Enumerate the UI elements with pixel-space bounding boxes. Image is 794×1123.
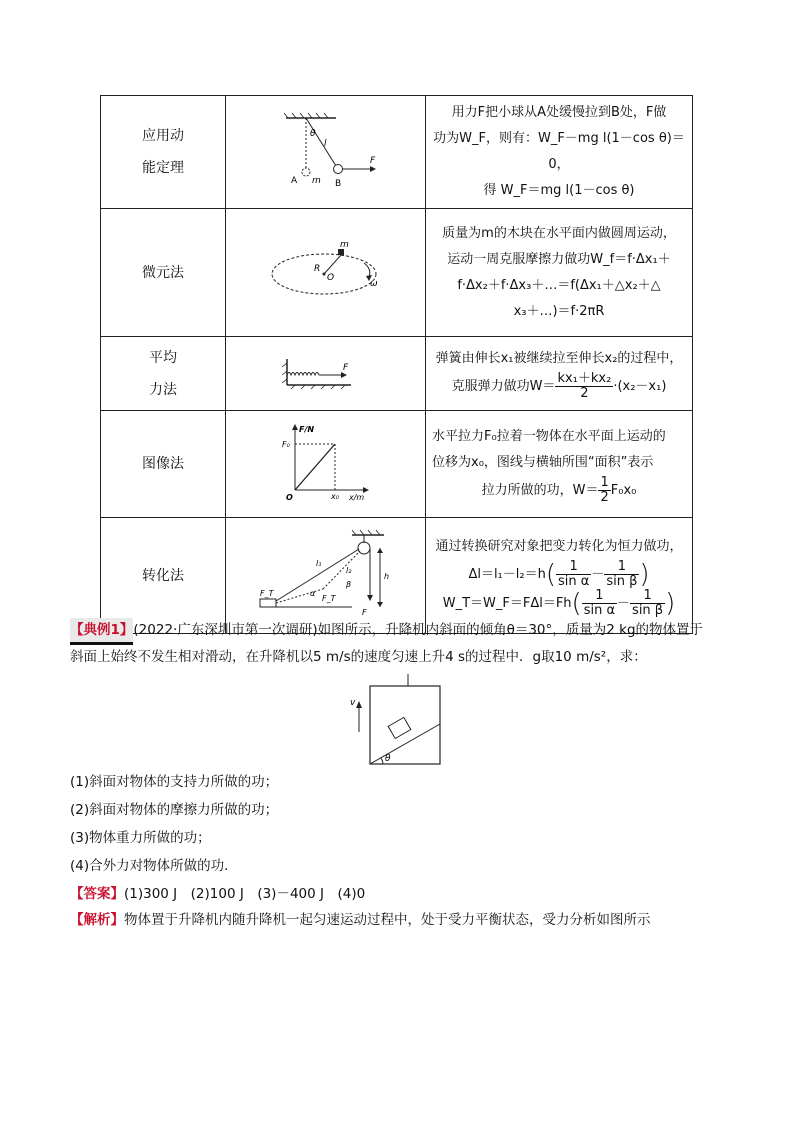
description-line: 用力F把小球从A处缓慢拉到B处，F做 xyxy=(451,105,667,120)
method-description xyxy=(426,337,693,411)
description-line: 水平拉力F₀拉着一物体在水平面上运动的 xyxy=(432,428,666,444)
method-name xyxy=(101,96,226,209)
formula-text: － xyxy=(617,595,631,611)
formula-text: 克服弹力做功W＝ xyxy=(451,379,556,394)
figure-label: θ xyxy=(309,129,316,139)
pulley-figure xyxy=(226,518,426,634)
method-description xyxy=(426,209,693,337)
question-2: (2)斜面对物体的摩擦力所做的功； xyxy=(70,802,279,818)
figure-label: ω xyxy=(369,278,378,289)
elevator-incline-figure xyxy=(345,672,445,767)
figure-label: v xyxy=(350,698,356,708)
fraction-denominator: 2 xyxy=(600,489,609,505)
fraction-numerator: 1 xyxy=(556,560,591,575)
figure-label: A xyxy=(290,176,297,186)
method-name-line: 力法 xyxy=(149,381,177,398)
description-line: f·Δx₂＋f·Δx₃＋…＝f(Δx₁＋△x₂＋△ xyxy=(457,277,661,293)
example-problem xyxy=(70,618,730,669)
figure-label: h xyxy=(383,571,389,581)
description-line: 通过转换研究对象把变力转化为恒力做功， xyxy=(435,538,683,554)
figure-label: F₀ xyxy=(281,440,290,449)
table-row xyxy=(101,518,693,634)
method-name-line: 图像法 xyxy=(142,456,184,472)
formula-text: 拉力所做的功，W＝ xyxy=(481,482,599,498)
fraction-denominator: sin β xyxy=(632,602,664,618)
figure-label: l₁ xyxy=(315,558,321,568)
methods-table xyxy=(100,95,693,634)
fraction-denominator: 2 xyxy=(580,386,589,401)
fraction-denominator: sin α xyxy=(558,573,590,589)
fraction-numerator: 1 xyxy=(604,560,639,575)
figure-label: α xyxy=(309,588,315,598)
answer-tag: 【答案】 xyxy=(70,886,124,902)
figure-label: l₂ xyxy=(345,565,351,575)
analysis-tag: 【解析】 xyxy=(70,912,124,928)
force-displacement-graph xyxy=(226,411,426,518)
spring-figure xyxy=(226,337,426,411)
fraction xyxy=(630,589,665,618)
fraction-numerator: 1 xyxy=(582,589,617,604)
fraction-numerator: 1 xyxy=(600,474,609,490)
fraction xyxy=(556,560,591,589)
fraction-numerator: kx₁＋kx₂ xyxy=(557,371,612,386)
description-line xyxy=(432,372,686,401)
figure-label: O xyxy=(285,493,293,502)
example-stem xyxy=(70,618,730,645)
description-line: x₃＋…)＝f·2πR xyxy=(513,303,605,319)
method-description xyxy=(426,411,693,518)
table-row xyxy=(101,209,693,337)
figure-label: F xyxy=(369,156,375,166)
question-1: (1)斜面对物体的支持力所做的功； xyxy=(70,774,279,790)
description-line: 弹簧由伸长x₁被继续拉至伸长x₂的过程中， xyxy=(435,351,683,366)
figure-label: O xyxy=(326,272,334,283)
table-row xyxy=(101,96,693,209)
figure-label: x₀ xyxy=(330,492,339,501)
figure-label: x/m xyxy=(348,493,364,502)
description-line: W_T＝W_F＝FΔl＝Fh( $\frac{1}{\text{sin α}}$ － $\frac{1}{\text{sin β}}$ ) xyxy=(442,587,676,618)
description-line: 功为W_F，则有：W_F－mg l(1－cos θ)＝0， xyxy=(433,131,685,172)
fraction xyxy=(582,589,617,618)
description-line: 运动一周克服摩擦力做功W_f＝f·Δx₁＋ xyxy=(447,251,671,267)
method-description xyxy=(426,518,693,634)
example-tag: 【典例1】 xyxy=(70,618,133,645)
description-line: 位移为x₀，图线与横轴所围“面积”表示 xyxy=(432,454,654,470)
fraction xyxy=(598,476,610,505)
method-name-line: 转化法 xyxy=(142,567,184,584)
example-stem-line: (2022·广东深圳市第一次调研)如图所示，升降机内斜面的倾角θ＝30°，质量为2 kg的物体置于 xyxy=(133,622,704,638)
figure-label: F/N xyxy=(298,425,314,434)
method-name xyxy=(101,411,226,518)
method-name-line: 应用动 xyxy=(142,128,184,144)
fraction xyxy=(604,560,639,589)
method-name xyxy=(101,518,226,634)
description-line: 得 W_F＝mg l(1－cos θ) xyxy=(483,183,635,198)
fraction xyxy=(555,372,613,401)
question-3: (3)物体重力所做的功； xyxy=(70,830,211,846)
formula-text: － xyxy=(591,566,605,582)
pendulum-figure xyxy=(226,96,426,209)
example-stem-line: 斜面上始终不发生相对滑动，在升降机以5 m/s的速度匀速上升4 s的过程中．g取10 m/s²，求： xyxy=(70,649,647,665)
figure-label: β xyxy=(345,579,351,589)
answer-text: (1)300 J (2)100 J (3)－400 J (4)0 xyxy=(124,886,366,902)
description-line: 质量为m的木块在水平面内做圆周运动， xyxy=(442,225,676,241)
formula-text: ·(x₂－x₁) xyxy=(613,379,667,394)
fraction-denominator: sin β xyxy=(606,573,638,589)
method-name xyxy=(101,209,226,337)
figure-label: m xyxy=(311,176,321,186)
formula-text: Δl＝l₁－l₂＝h xyxy=(468,566,546,582)
figure-label: F_T xyxy=(259,588,273,598)
method-name xyxy=(101,337,226,411)
figure-label: θ xyxy=(385,754,391,764)
analysis xyxy=(70,908,651,928)
figure-label: m xyxy=(339,239,349,250)
figure-label: R xyxy=(313,263,320,274)
description-line: Δl＝l₁－l₂＝h( $\frac{1}{\text{sin α}}$ － $\frac{1}{\text{sin β}}$ ) xyxy=(468,558,650,589)
method-name-line: 能定理 xyxy=(142,160,184,176)
method-name-line: 平均 xyxy=(149,349,177,366)
table-row xyxy=(101,411,693,518)
answer xyxy=(70,882,365,902)
figure-label: F xyxy=(342,362,348,373)
method-description xyxy=(426,96,693,209)
description-line xyxy=(432,476,686,505)
fraction-denominator: sin α xyxy=(583,602,616,618)
analysis-text: 物体置于升降机内随升降机一起匀速运动过程中，处于受力平衡状态，受力分析如图所示 xyxy=(124,912,651,928)
fraction-numerator: 1 xyxy=(630,589,665,604)
figure-label: F_T xyxy=(321,593,335,603)
formula-text: W_T＝W_F＝FΔl＝Fh xyxy=(442,595,572,611)
figure-label: B xyxy=(334,179,341,189)
figure-label: F xyxy=(361,607,367,617)
circular-motion-figure xyxy=(226,209,426,337)
table-row xyxy=(101,337,693,411)
formula-text: F₀x₀ xyxy=(610,482,637,498)
method-name-line: 微元法 xyxy=(142,264,184,281)
question-4: (4)合外力对物体所做的功． xyxy=(70,858,238,874)
figure-label: l xyxy=(323,139,327,149)
